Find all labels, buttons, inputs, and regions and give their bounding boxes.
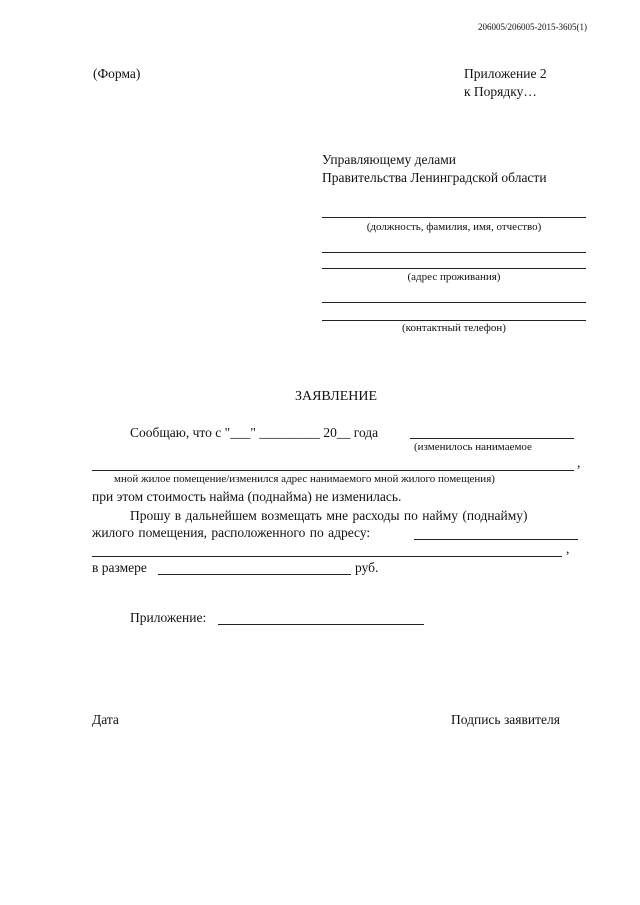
document-title: ЗАЯВЛЕНИЕ — [294, 389, 378, 404]
cost-unchanged-line: при этом стоимость найма (поднайма) не изменилась. — [92, 489, 402, 504]
address-fill-line-2 — [322, 268, 586, 269]
amount-fill-line — [158, 574, 351, 575]
document-number: 206005/206005-2015-3605(1) — [478, 22, 587, 32]
date-label: Дата — [92, 712, 119, 727]
statement-date-line: Сообщаю, что с "___" _________ 20__ года — [130, 425, 379, 440]
name-fill-line — [322, 217, 586, 218]
amount-prefix: в размере — [92, 560, 147, 575]
request-line-2: жилого помещения, расположенного по адресу: — [92, 525, 371, 540]
caption-phone: (контактный телефон) — [402, 322, 506, 334]
attachment-label: Приложение: — [130, 610, 207, 625]
addressee-line-1: Управляющему делами — [322, 152, 456, 167]
amount-suffix: руб. — [355, 560, 379, 575]
appendix-reference: к Порядку… — [464, 84, 537, 99]
attachment-fill-line — [218, 624, 424, 625]
form-label: (Форма) — [93, 66, 141, 81]
signature-label: Подпись заявителя — [451, 712, 560, 727]
comma-1: , — [577, 455, 581, 470]
caption-name: (должность, фамилия, имя, отчество) — [366, 221, 542, 233]
phone-fill-line-2 — [322, 320, 586, 321]
request-line-1: Прошу в дальнейшем возмещать мне расходы по найму (поднайму) — [130, 508, 528, 523]
comma-2: , — [566, 541, 570, 556]
change-fill-line — [410, 438, 574, 439]
phone-fill-line-1 — [322, 302, 586, 303]
address-fill-line-1 — [322, 252, 586, 253]
addressee-line-2: Правительства Ленинградской области — [322, 170, 547, 185]
address-fill-line-b — [92, 556, 562, 557]
change-detail-fill-line — [92, 470, 574, 471]
hint-second: мной жилое помещение/изменился адрес нанимаемого мной жилого помещения) — [114, 473, 495, 485]
address-fill-line-a — [414, 539, 578, 540]
appendix-label: Приложение 2 — [464, 66, 547, 81]
caption-address: (адрес проживания) — [407, 271, 501, 283]
hint-changed: (изменилось нанимаемое — [414, 441, 532, 453]
